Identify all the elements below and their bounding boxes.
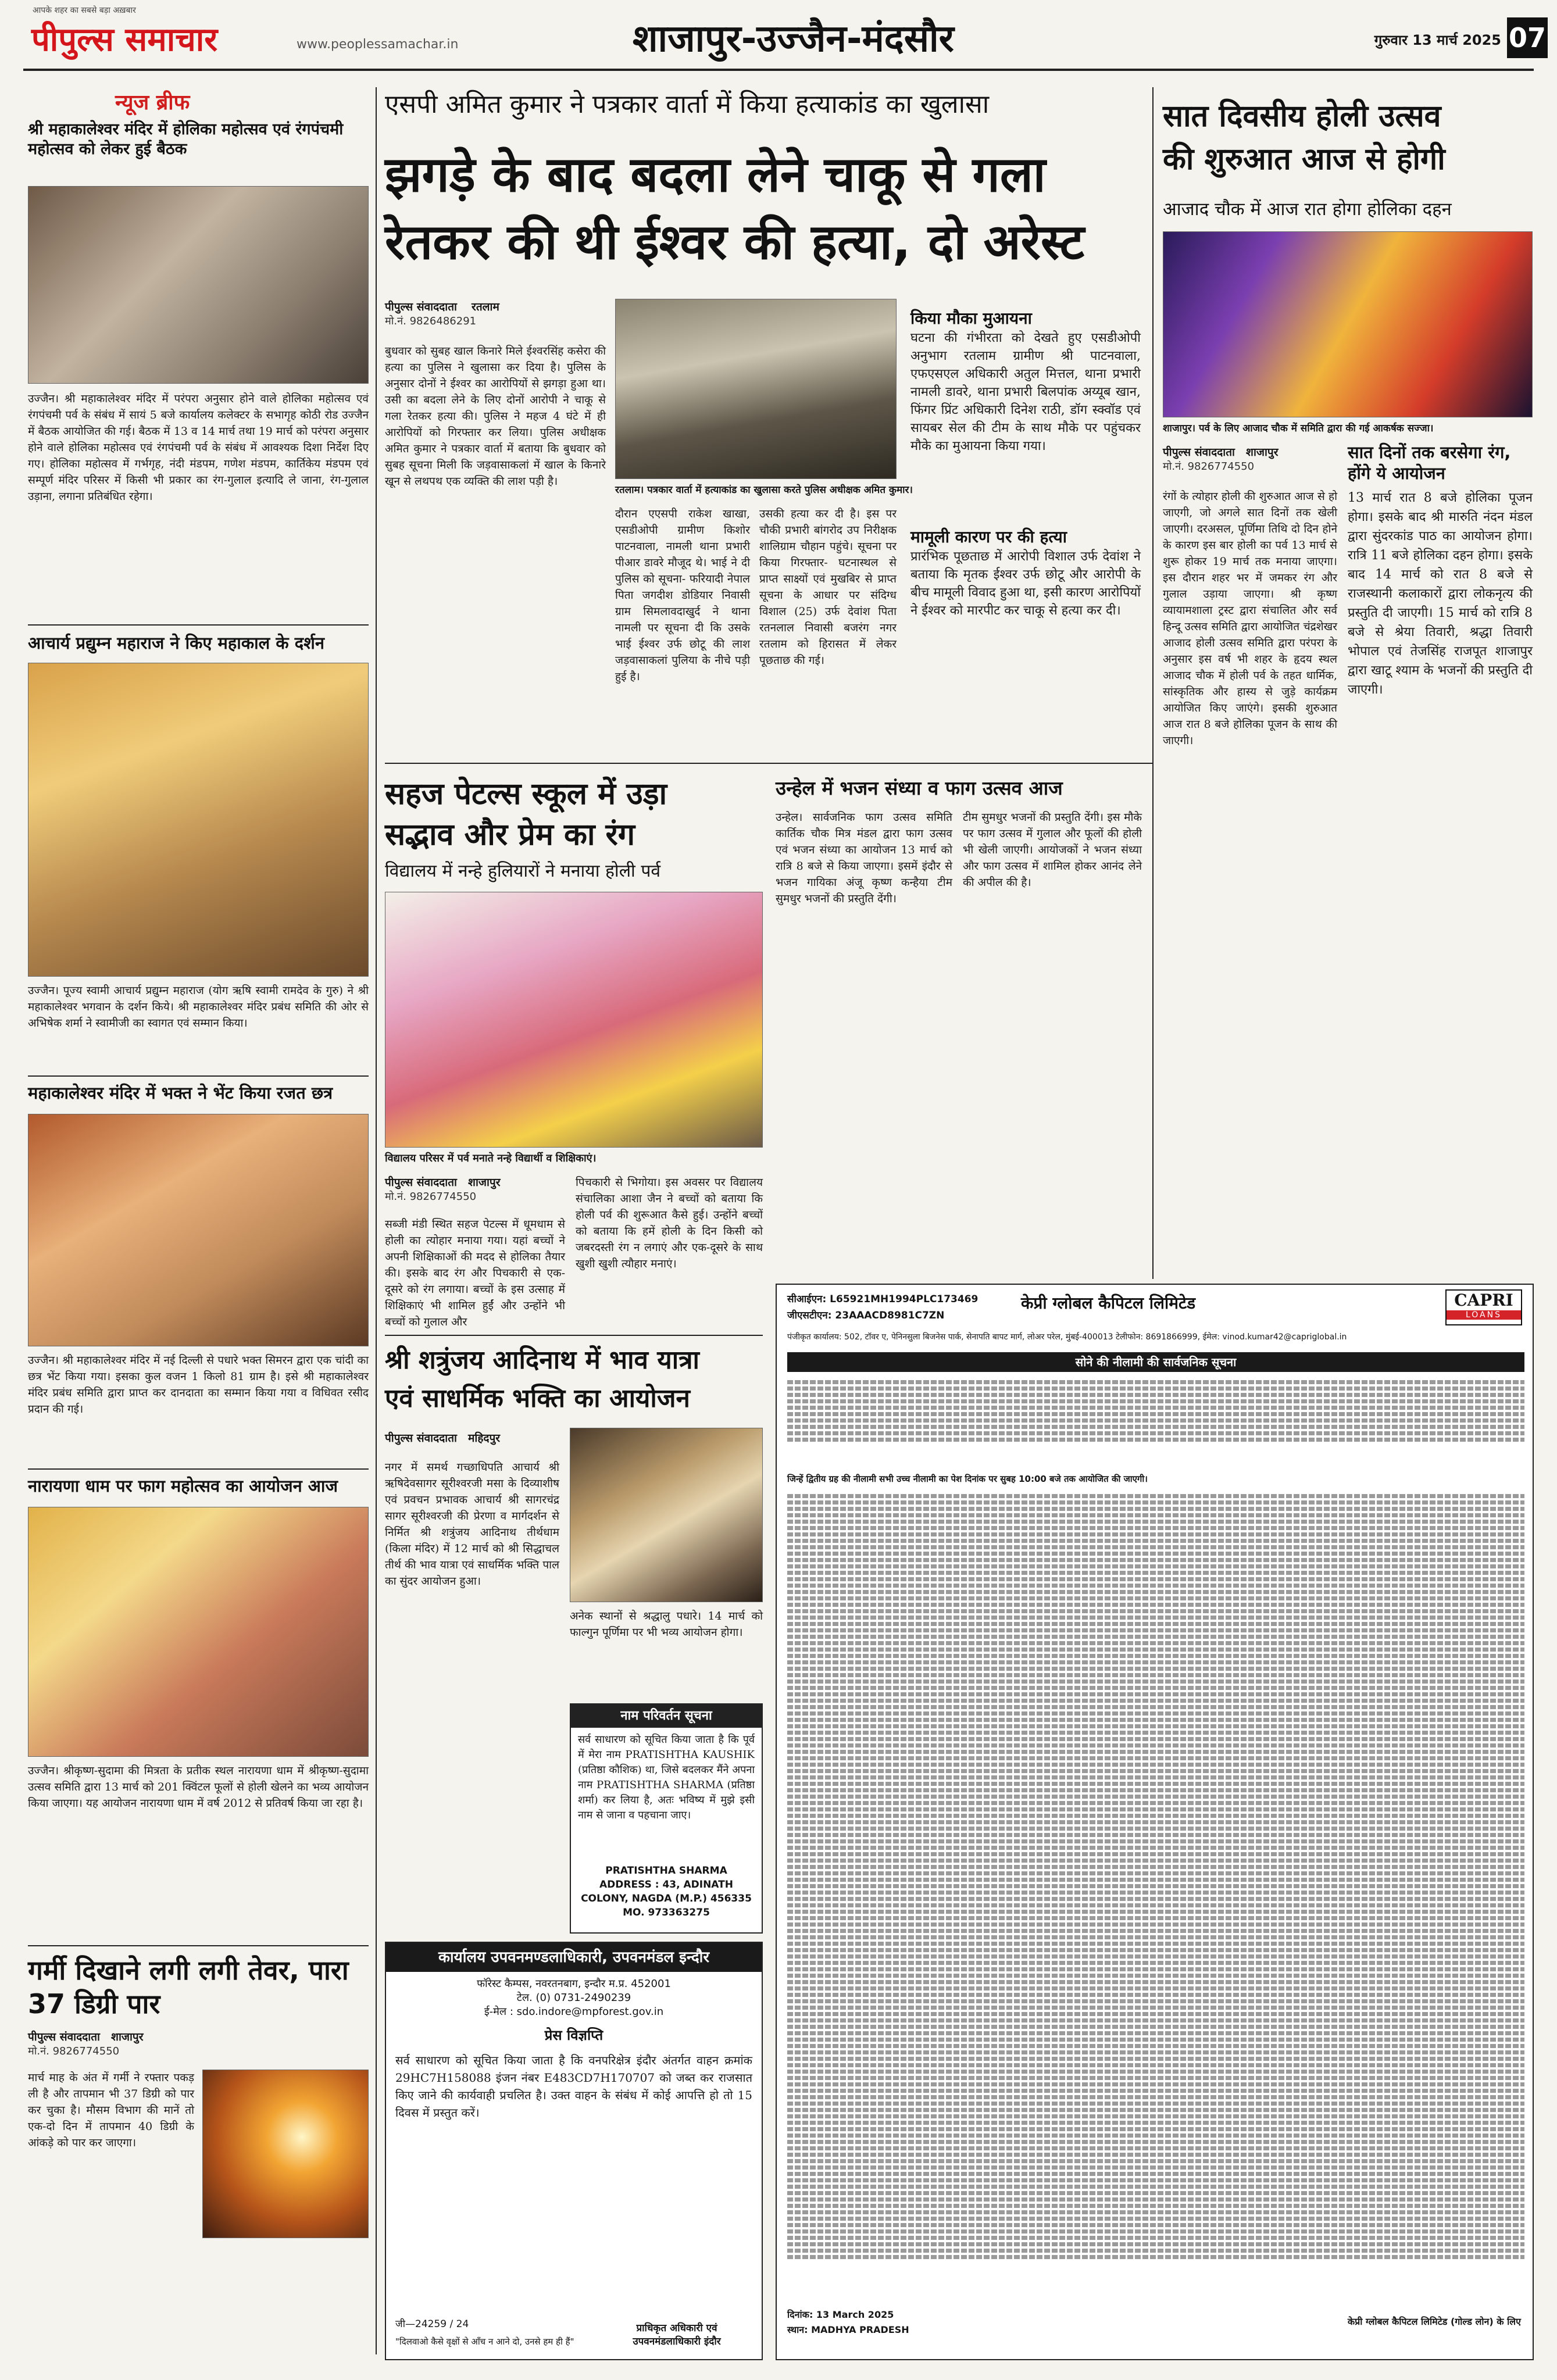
lead-headline-line2: रेतकर की थी ईश्वर की हत्या, दो अरेस्ट bbox=[385, 213, 1085, 270]
name-change-address: PRATISHTHA SHARMA ADDRESS : 43, ADINATH COLONY, NAGDA (M.P.) 456335 MO. 973363275 bbox=[581, 1865, 752, 1918]
paper-logo bbox=[31, 16, 334, 60]
weather-byline-row bbox=[28, 2029, 369, 2061]
news-brief-text: न्यूज ब्रीफ bbox=[115, 91, 190, 115]
lead-col2: दौरान एएसपी राकेश खाखा, एसडीओपी ग्रामीण किशोर पाटनवाला, नामली थाना प्रभारी पीआर डावरे मौजूद थे। भाई ने दी पुलिस को सूचना- फरियादी नेपाल पिता जगदीश डोडियार निवासी ग्राम सिमलावदाखुर्द ने थाना नामली पर सूचना दी कि उसके भाई ईश्वर उर्फ छोटू की लाश जड़वासाकलां पुलिया के नीचे पड़ी हुई है। bbox=[615, 508, 750, 683]
brief3-headline: महाकालेश्वर मंदिर में भक्त ने भेंट किया रजत छत्र bbox=[28, 1083, 333, 1103]
school-location: शाजापुर bbox=[468, 1176, 501, 1189]
govt-email[interactable]: ई-मेल : sdo.indore@mpforest.gov.in bbox=[484, 2006, 664, 2018]
lead-byline-row bbox=[385, 299, 606, 334]
brief-divider-1 bbox=[28, 624, 369, 626]
brief1-headline: श्री महाकालेश्वर मंदिर में होलिका महोत्सव एवं रंगपंचमी महोत्सव को लेकर हुई बैठक bbox=[28, 120, 344, 158]
govt-signature: प्राधिकृत अधिकारी एवं उपवनमंडलाधिकारी इंदौर bbox=[633, 2322, 721, 2347]
bhajan-col1: उन्हेल। सार्वजनिक फाग उत्सव समिति कार्तिक चौक मित्र मंडल द्वारा फाग उत्सव एवं भजन संध्या का आयोजन 13 मार्च को रात्रि 8 बजे से किया जाएगा। इसमें इंदौर से भजन गायिका अंजू कृष्ण कन्हैया टीम सुमधुर भजनों की प्रस्तुति देंगी। bbox=[776, 811, 952, 905]
lead-col3: उसकी हत्या कर दी है। इस पर चौकी प्रभारी बांगरोद उप निरीक्षक शालिग्राम चौहान पहुंचे। सूचना पर किया गिरफ्तार- घटनास्थल से प्राप्त साक्ष्यों एवं मुखबिर से प्राप्त सूचना के आधार पर संदिग्ध विशाल (25) उर्फ देवांश पिता रतनलाल निवासी बजरंग नगर रतलाम को हिरासत में लेकर पूछताछ की गई। bbox=[759, 508, 897, 667]
weather-phone: मो.नं. 9826774550 bbox=[28, 2045, 120, 2057]
left-column-rule bbox=[376, 87, 377, 2354]
jain-col1: नगर में समर्थ गच्छाधिपति आचार्य श्री ऋषिदेवसागर सूरीश्वरजी मसा के दिव्याशीष एवं प्रवचन प्रभावक आचार्य श्री सागरचंद्र सागर सूरीश्वरजी की प्रेरणा व मार्गदर्शन से निर्मित श्री शत्रुंजय आदिनाथ तीर्थधाम (किला मंदिर) में 12 मार्च को श्री सिद्धाचल तीर्थ की भाव यात्रा एवं साधर्मिक भक्ति पाल का सुंदर आयोजन हुआ। bbox=[385, 1461, 559, 1588]
holi-subhead: आजाद चौक में आज रात होगा होलिका दहन bbox=[1163, 199, 1452, 220]
brief-divider-3 bbox=[28, 1468, 369, 1470]
brief2-body: उज्जैन। पूज्य स्वामी आचार्य प्रद्युम्न महाराज (योग ऋषि स्वामी रामदेव के गुरु) ने श्री महाकालेश्वर भगवान के दर्शन किये। श्री महाकालेश्वर मंदिर प्रबंध समिति की ओर से अभिषेक शर्मा ने स्वामीजी का स्वागत एवं सम्मान किया। bbox=[28, 984, 369, 1030]
jain-byline: पीपुल्स संवाददाता bbox=[385, 1432, 457, 1445]
lead-phone: मो.नं. 9826486291 bbox=[385, 315, 477, 327]
bhajan-col2: टीम सुमधुर भजनों की प्रस्तुति देंगी। इस मौके पर फाग उत्सव में गुलाल और फूलों की होली भी खेली जाएगी। आयोजकों ने भजन संध्या और फाग उत्सव में शामिल होकर आनंद लेने की अपील की है। bbox=[963, 811, 1142, 889]
name-change-text: सर्व साधारण को सूचित किया जाता है कि पूर्व में मेरा नाम PRATISHTHA KAUSHIK (प्रतिष्ठा कौशिक) था, जिसे बदलकर मैंने अपना नाम PRATISHTHA SHARMA (प्रतिष्ठा शर्मा) कर लिया है, अतः भविष्य में मुझे इसी नाम से जाना व पहचाना जाए। bbox=[578, 1734, 755, 1821]
govt-ref: जी—24259 / 24 bbox=[395, 2318, 469, 2330]
weather-headline: गर्मी दिखाने लगी लगी तेवर, पारा 37 डिग्री पार bbox=[28, 1954, 349, 2020]
right-column-rule bbox=[1152, 87, 1154, 1279]
school-byline-row bbox=[385, 1174, 565, 1209]
school-col1: सब्जी मंडी स्थित सहज पेटल्स में धूमधाम से होली का त्योहार मनाया गया। यहां बच्चों ने अपनी शिक्षिकाओं की मदद से होलिका तैयार की। इसके बाद रंग और पिचकारी से एक-दूसरे को रंग लगाया। बच्चों के इस उत्साह में शिक्षिकाएं भी शामिल हुईं और उन्होंने भी बच्चों को गुलाल और bbox=[385, 1218, 565, 1328]
bhajan-story bbox=[776, 776, 1142, 996]
brief-divider-4 bbox=[28, 1945, 369, 1946]
azad-chowk-photo bbox=[1163, 231, 1533, 417]
school-caption: विद्यालय परिसर में पर्व मनाते नन्हे विद्यार्थी व शिक्षिकाएं। bbox=[385, 1152, 597, 1164]
brief-divider-2 bbox=[28, 1075, 369, 1077]
govt-tel: टेल. (0) 0731-2490239 bbox=[516, 1992, 631, 2004]
left-column bbox=[28, 87, 369, 2354]
capri-branch-note: जिन्हें द्वितीय ग्रह की नीलामी सभी उच्च नीलामी का पेश दिनांक पर सुबह 10:00 बजे तक आयोजित की जाएगी। bbox=[787, 1474, 1148, 1484]
jain-headline-line1: श्री शत्रुंजय आदिनाथ में भाव यात्रा bbox=[385, 1345, 699, 1375]
brief4-headline: नारायणा धाम पर फाग महोत्सव का आयोजन आज bbox=[28, 1476, 338, 1496]
school-col2: पिचकारी से भिगोया। इस अवसर पर विद्यालय संचालिका आशा जैन ने बच्चों को बताया कि होली पर्व की शुरूआत कैसे हुई। उन्होंने बच्चों को बताया कि हमें होली के दिन किसी को जबरदस्ती रंग न लगाएं और एक-दूसरे के साथ खुशी खुशी त्यौहार मनाएं। bbox=[576, 1176, 763, 1270]
name-change-heading: नाम परिवर्तन सूचना bbox=[571, 1704, 762, 1728]
govt-office-name: कार्यालय उपवनमण्डलाधिकारी, उपवनमंडल इन्दौर bbox=[386, 1943, 762, 1972]
jain-col2: अनेक स्थानों से श्रद्धालु पधारे। 14 मार्च को फाल्गुन पूर्णिमा पर भी भव्य आयोजन होगा। bbox=[570, 1610, 763, 1639]
jain-temple-photo bbox=[570, 1428, 763, 1602]
jain-location: महिदपुर bbox=[468, 1432, 501, 1445]
school-headline-line2: सद्भाव और प्रेम का रंग bbox=[385, 817, 635, 852]
school-phone: मो.नं. 9826774550 bbox=[385, 1191, 477, 1203]
holi-location: शाजापुर bbox=[1246, 446, 1279, 459]
capri-logo-sub: LOANS bbox=[1447, 1310, 1521, 1320]
page-number: 07 bbox=[1507, 17, 1548, 58]
azad-chowk-caption: शाजापुर। पर्व के लिए आजाद चौक में समिति द्वारा की गई आकर्षक सज्जा। bbox=[1163, 423, 1434, 434]
name-change-notice bbox=[570, 1703, 763, 1934]
weather-body: मार्च माह के अंत में गर्मी ने रफ्तार पकड़ ली है और तापमान भी 37 डिग्री को पार कर चुका है। मौसम विभाग की मानें तो एक-दो दिन में तापमान 40 डिग्री के आंकड़े को पार कर जाएगा। bbox=[28, 2071, 194, 2149]
brief3-body: उज्जैन। श्री महाकालेश्वर मंदिर में नई दिल्ली से पधारे भक्त सिमरन द्वारा एक चांदी का छत्र भेंट किया गया। इसका कुल वजन 1 किलो 81 ग्राम है। इसे श्री महाकालेश्वर मंदिर प्रबंध समिति द्वारा प्राप्त कर दानदाता का सम्मान किया गया व विधिवत रसीद प्रदान की गई। bbox=[28, 1354, 369, 1416]
lead-sidebar bbox=[910, 308, 1141, 732]
masthead-rule bbox=[23, 69, 1534, 71]
capri-cin: सीआईएन: L65921MH1994PLC173469 bbox=[787, 1293, 979, 1305]
capri-place-line: स्थान: MADHYA PRADESH bbox=[787, 2324, 909, 2335]
brief2-headline: आचार्य प्रद्युम्न महाराज ने किए महाकाल के दर्शन bbox=[28, 633, 324, 653]
weather-byline: पीपुल्स संवाददाता bbox=[28, 2031, 100, 2043]
paper-name: पीपुल्स समाचार bbox=[31, 21, 218, 59]
capri-logo bbox=[1445, 1289, 1522, 1325]
capri-logo-text: CAPRI bbox=[1454, 1291, 1513, 1310]
holi-phone: मो.नं. 9826774550 bbox=[1163, 460, 1255, 473]
lead-kicker: एसपी अमित कुमार ने पत्रकार वार्ता में किया हत्याकांड का खुलासा bbox=[385, 90, 990, 119]
school-byline: पीपुल्स संवाददाता bbox=[385, 1176, 457, 1189]
sun-heat-photo bbox=[202, 2070, 369, 2238]
school-subhead: विद्यालय में नन्हे हुलियारों ने मनाया होली पर्व bbox=[385, 861, 661, 881]
news-brief-label bbox=[115, 87, 290, 115]
chhatra-photo bbox=[28, 1114, 369, 1346]
sidebar2-text: प्रारंभिक पूछताछ में आरोपी विशाल उर्फ देवांश ने बताया कि मृतक ईश्वर उर्फ छोटू और आरोपी के बीच मामूली विवाद हुआ था, इसी कारण आरोपियों ने ईश्वर को मारपीट कर चाकू से हत्या कर दी। bbox=[910, 549, 1141, 618]
mid-divider bbox=[385, 763, 1152, 764]
acharya-photo bbox=[28, 663, 369, 977]
jain-divider bbox=[385, 1335, 763, 1336]
jain-byline-row bbox=[385, 1430, 559, 1453]
capri-reg-office: पंजीकृत कार्यालय: 502, टॉवर ए, पेनिनसुला बिजनेस पार्क, सेनापति बापट मार्ग, लोअर परेल, मुंबई-400013 टेलीफोन: 8691866999, ईमेल: vinod.kumar42@capriglobal.in bbox=[787, 1332, 1347, 1342]
capri-intro-text bbox=[787, 1378, 1524, 1471]
govt-address: फॉरेस्ट कैम्पस, नवरतनबाग, इन्दौर म.प्र. 452001 bbox=[477, 1978, 671, 1990]
sidebar2-heading: मामूली कारण पर की हत्या bbox=[910, 527, 1067, 546]
narayana-dham-photo bbox=[28, 1507, 369, 1757]
holi-side-heading: सात दिनों तक बरसेगा रंग, होंगे ये आयोजन bbox=[1348, 442, 1511, 483]
capri-footer: केप्री ग्लोबल कैपिटल लिमिटेड (गोल्ड लोन) के लिए bbox=[1347, 2316, 1521, 2327]
holi-byline-row bbox=[1163, 444, 1337, 480]
lead-location: रतलाम bbox=[472, 301, 499, 313]
holi-body: रंगों के त्योहार होली की शुरुआत आज से हो जाएगी, जो अगले सात दिनों तक खेली जाएगी। दरअसल, पूर्णिमा तिथि दो दिन होने के कारण इस बार होली का पर्व 13 मार्च से शुरू होकर 19 मार्च तक मनाया जाएगा। इस दौरान शहर भर में जमकर रंग और गुलाल उड़ाया जाएगा। श्री कृष्ण व्यायामशाला ट्रस्ट द्वारा संचालित और सर्व हिन्दू उत्सव समिति द्वारा आयोजित चंद्रशेखर आजाद होली उत्सव समिति द्वारा परंपरा के अनुसार इस वर्ष भी शहर के हृदय स्थल आजाद चौक में होली पर्व के तहत धार्मिक, सांस्कृतिक और हास्य से जुड़े कार्यक्रम आयोजित किए जाएंगे। इसकी शुरुआत आज रात 8 बजे होलिका पूजन के साथ की जाएगी। bbox=[1163, 490, 1337, 747]
masthead bbox=[0, 0, 1557, 69]
press-conference-caption: रतलाम। पत्रकार वार्ता में हत्याकांड का खुलासा करते पुलिस अधीक्षक अमित कुमार। bbox=[615, 484, 913, 496]
school-holi-photo bbox=[385, 892, 763, 1148]
govt-notice bbox=[385, 1942, 763, 2360]
capri-company-name: केप्री ग्लोबल कैपिटल लिमिटेड bbox=[1021, 1293, 1196, 1313]
holi-byline: पीपुल्स संवाददाता bbox=[1163, 446, 1235, 459]
holi-side bbox=[1348, 442, 1533, 1128]
issue-date: गुरुवार 13 मार्च 2025 bbox=[1374, 32, 1501, 48]
capri-loan-listing bbox=[787, 1492, 1524, 2282]
jain-headline-line2: एवं साधर्मिक भक्ति का आयोजन bbox=[385, 1384, 690, 1413]
meeting-photo bbox=[28, 186, 369, 384]
govt-press-title: प्रेस विज्ञप्ति bbox=[544, 2027, 603, 2043]
lead-col1: बुधवार को सुबह खाल किनारे मिले ईश्वरसिंह कसेरा की हत्या का पुलिस ने खुलासा कर दिया है। पुलिस के अनुसार दोनों ने ईश्वर का आरोपियों से झगड़ा हुआ था। उसी का बदला लेने के लिए दोनों आरोपी ने चाकू से गला रेतकर हत्या की। पुलिस ने महज 4 घंटे में ही आरोपियों को गिरफ्तार कर लिया। पुलिस अधीक्षक अमित कुमार ने पत्रकार वार्ता में बताया कि बुधवार को सुबह सूचना मिली कि जड़वासाकलां में खाल के किनारे खून से लथपथ एक व्यक्ति की लाश पड़ी है। bbox=[385, 345, 606, 488]
lead-headline-line1: झगड़े के बाद बदला लेने चाकू से गला bbox=[385, 146, 1046, 203]
school-story bbox=[385, 776, 763, 1328]
edition-title: शाजापुर-उज्जैन-मंदसौर bbox=[633, 17, 954, 60]
lead-story bbox=[385, 87, 1141, 756]
govt-slogan: "दिलवाओ कैसे वृक्षों से आँच न आने दो, उनसे हम ही हैं" bbox=[395, 2336, 574, 2347]
holi-side-text: 13 मार्च रात 8 बजे होलिका पूजन होगा। इसके बाद श्री मारुति नंदन मंडल द्वारा सुंदरकांड पाठ का आयोजन होगा। रात्रि 11 बजे होलिका दहन होगा। इसके बाद 14 मार्च को रात 8 बजे से राजस्थानी कलाकारों द्वारा लोकनृत्य की प्रस्तुति दी जाएगी। 15 मार्च को रात्रि 8 बजे से श्रेया तिवारी, श्रद्धा तिवारी भोपाल एवं तेजसिंह राजपूत शाजापुर द्वारा खाटू श्याम के भजनों की प्रस्तुति दी जाएगी। bbox=[1348, 491, 1533, 697]
bhajan-headline: उन्हेल में भजन संध्या व फाग उत्सव आज bbox=[776, 777, 1063, 799]
school-headline-line1: सहज पेटल्स स्कूल में उड़ा bbox=[385, 777, 667, 812]
sidebar-heading: किया मौका मुआयना bbox=[910, 309, 1032, 328]
website[interactable]: www.peoplessamachar.in bbox=[297, 37, 459, 52]
brief4-body: उज्जैन। श्रीकृष्ण-सुदामा की मित्रता के प्रतीक स्थल नारायणा धाम में श्रीकृष्ण-सुदामा उत्सव समिति द्वारा 13 मार्च को 201 क्विंटल फूलों से होली खेलने का भव्य आयोजन किया जाएगा। यह आयोजन नारायणा धाम में वर्ष 2012 से प्रतिवर्ष किया जा रहा है। bbox=[28, 1764, 369, 1810]
capri-gstin: जीएसटीएन: 23AAACD8981C7ZN bbox=[787, 1310, 945, 1321]
lead-byline: पीपुल्स संवाददाता bbox=[385, 301, 457, 313]
capri-notice bbox=[776, 1284, 1534, 2360]
holi-headline-line2: की शुरुआत आज से होगी bbox=[1163, 142, 1445, 177]
tagline: आपके शहर का सबसे बड़ा अख़बार bbox=[33, 6, 136, 15]
brief1-body: उज्जैन। श्री महाकालेश्वर मंदिर में परंपरा अनुसार होने वाले होलिका महोत्सव एवं रंगपंचमी पर्व के संबंध में सायं 5 बजे कार्यालय कलेक्टर के सभागृह कोठी रोड उज्जैन में बैठक आयोजित की गई। बैठक में 13 व 14 मार्च तथा 19 मार्च को परंपरा अनुसार होने वाले होलिका महोत्सव एवं रंगपंचमी पर्व के संबंध में आवश्यक दिशा निर्देश दिए गए। होलिका महोत्सव में गर्भगृह, नंदी मंडपम, गणेश मंडपम, कार्तिकेय मंडपम एवं सम्पूर्ण मंदिर परिसर में किसी भी प्रकार का रंग-गुलाल इत्यादि ले जाना, रंग-गुलाल उड़ाना, लगाना प्रतिबंधित रहेगा। bbox=[28, 392, 369, 503]
press-conference-photo bbox=[615, 299, 897, 479]
holi-headline-line1: सात दिवसीय होली उत्सव bbox=[1163, 99, 1441, 134]
sidebar-text: घटना की गंभीरता को देखते हुए एसडीओपी अनुभाग रतलाम ग्रामीण श्री पाटनवाला, एफएसएल अधिकारी अतुल मित्तल, थाना प्रभारी नामली डावरे, थाना प्रभारी बिलपांक अय्यूब खान, फिंगर प्रिंट अधिकारी दिनेश राठी, डॉग स्क्वॉड एवं सायबर सेल की टीम के साथ मौके पर पहुंचकर मौके का मुआयना किया गया। bbox=[910, 331, 1141, 453]
capri-date-line: दिनांक: 13 March 2025 bbox=[787, 2309, 894, 2320]
weather-location: शाजापुर bbox=[111, 2031, 144, 2043]
holi-story bbox=[1163, 87, 1533, 1285]
capri-auction-title: सोने की नीलामी की सार्वजनिक सूचना bbox=[787, 1352, 1524, 1372]
govt-body: सर्व साधारण को सूचित किया जाता है कि वनपरिक्षेत्र इंदौर अंतर्गत वाहन क्रमांक 29HC7H158088 इंजन नंबर E483CD7H170707 को जब्त कर राजसात किए जाने की कार्यवाही प्रचलित है। उक्त वाहन के संबंध में कोई आपत्ति हो तो 15 दिवस में प्रस्तुत करें। bbox=[395, 2053, 752, 2120]
